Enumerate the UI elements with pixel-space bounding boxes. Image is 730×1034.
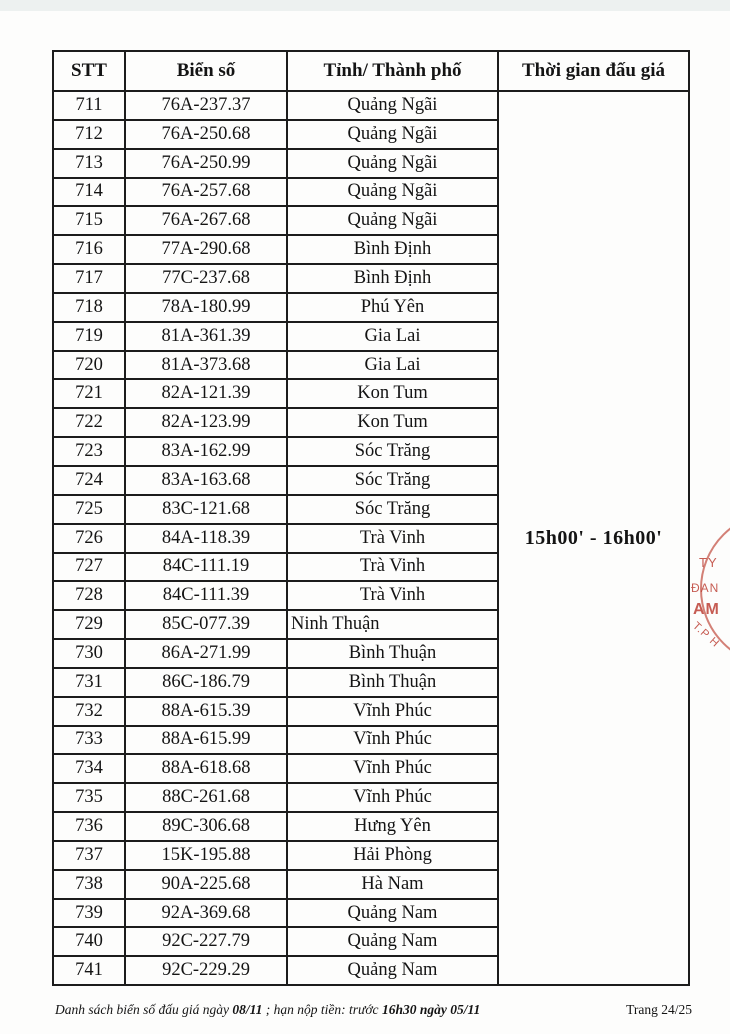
province-cell: Hưng Yên: [287, 812, 498, 841]
plate-cell: 88A-615.39: [125, 697, 287, 726]
province-cell: Quảng Ngãi: [287, 120, 498, 149]
plate-cell: 85C-077.39: [125, 610, 287, 639]
province-cell: Sóc Trăng: [287, 466, 498, 495]
footer-note: [55, 1002, 480, 1018]
stt-cell: 731: [53, 668, 125, 697]
header-stt: STT: [53, 51, 125, 91]
stamp-text-fragment: TY: [699, 555, 718, 570]
plate-cell: 88A-618.68: [125, 754, 287, 783]
stt-cell: 732: [53, 697, 125, 726]
stt-cell: 713: [53, 149, 125, 178]
province-cell: Vĩnh Phúc: [287, 726, 498, 755]
plate-cell: 90A-225.68: [125, 870, 287, 899]
province-cell: Vĩnh Phúc: [287, 783, 498, 812]
plate-cell: 81A-361.39: [125, 322, 287, 351]
stt-cell: 711: [53, 91, 125, 120]
province-cell: Gia Lai: [287, 322, 498, 351]
stt-cell: 719: [53, 322, 125, 351]
stt-cell: 739: [53, 899, 125, 928]
province-cell: Kon Tum: [287, 379, 498, 408]
footer-auction-date: 08/11: [232, 1002, 263, 1017]
province-cell: Sóc Trăng: [287, 437, 498, 466]
plate-cell: 88A-615.99: [125, 726, 287, 755]
header-province: Tỉnh/ Thành phố: [287, 51, 498, 91]
footer-note-text: Danh sách biển số đấu giá ngày: [55, 1002, 233, 1017]
plate-cell: 88C-261.68: [125, 783, 287, 812]
plate-cell: 76A-257.68: [125, 178, 287, 207]
plate-cell: 86A-271.99: [125, 639, 287, 668]
province-cell: Bình Định: [287, 235, 498, 264]
plate-cell: 77A-290.68: [125, 235, 287, 264]
stt-cell: 730: [53, 639, 125, 668]
province-cell: Hải Phòng: [287, 841, 498, 870]
plate-cell: 92C-229.29: [125, 956, 287, 985]
stt-cell: 741: [53, 956, 125, 985]
header-plate: Biển số: [125, 51, 287, 91]
stt-cell: 736: [53, 812, 125, 841]
plate-cell: 76A-250.99: [125, 149, 287, 178]
page-footer: [55, 1002, 692, 1018]
province-cell: Vĩnh Phúc: [287, 754, 498, 783]
footer-note-text: ; hạn nộp tiền: trước: [262, 1002, 382, 1017]
plate-cell: 82A-121.39: [125, 379, 287, 408]
province-cell: Bình Thuận: [287, 668, 498, 697]
footer-payment-deadline: 16h30 ngày 05/11: [381, 1002, 481, 1017]
province-cell: Quảng Ngãi: [287, 91, 498, 120]
page-number: Trang 24/25: [626, 1002, 692, 1017]
stt-cell: 725: [53, 495, 125, 524]
plate-cell: 81A-373.68: [125, 351, 287, 380]
province-cell: Quảng Nam: [287, 927, 498, 956]
stt-cell: 715: [53, 206, 125, 235]
province-cell: Quảng Nam: [287, 956, 498, 985]
stt-cell: 734: [53, 754, 125, 783]
plate-cell: 89C-306.68: [125, 812, 287, 841]
stt-cell: 735: [53, 783, 125, 812]
province-cell: Quảng Ngãi: [287, 178, 498, 207]
stt-cell: 724: [53, 466, 125, 495]
province-cell: Gia Lai: [287, 351, 498, 380]
plate-cell: 76A-267.68: [125, 206, 287, 235]
stt-cell: 722: [53, 408, 125, 437]
stt-cell: 718: [53, 293, 125, 322]
plate-cell: 84C-111.39: [125, 581, 287, 610]
stt-cell: 737: [53, 841, 125, 870]
stt-cell: 726: [53, 524, 125, 553]
plate-cell: 77C-237.68: [125, 264, 287, 293]
plate-cell: 83A-163.68: [125, 466, 287, 495]
province-cell: Quảng Ngãi: [287, 149, 498, 178]
province-cell: Phú Yên: [287, 293, 498, 322]
stt-cell: 720: [53, 351, 125, 380]
stt-cell: 712: [53, 120, 125, 149]
province-cell: Bình Thuận: [287, 639, 498, 668]
province-cell: Trà Vinh: [287, 581, 498, 610]
province-cell: Quảng Nam: [287, 899, 498, 928]
plate-cell: 15K-195.88: [125, 841, 287, 870]
plate-cell: 86C-186.79: [125, 668, 287, 697]
stt-cell: 738: [53, 870, 125, 899]
stt-cell: 733: [53, 726, 125, 755]
plate-cell: 82A-123.99: [125, 408, 287, 437]
stt-cell: 740: [53, 927, 125, 956]
plate-cell: 83C-121.68: [125, 495, 287, 524]
stamp-text-fragment: T.P H: [690, 619, 722, 651]
plate-cell: 83A-162.99: [125, 437, 287, 466]
table-row: [53, 91, 689, 120]
scan-artifact-strip: [0, 0, 730, 11]
stamp-text-fragment: AM: [693, 601, 720, 618]
plate-cell: 76A-250.68: [125, 120, 287, 149]
plate-cell: 76A-237.37: [125, 91, 287, 120]
stt-cell: 728: [53, 581, 125, 610]
stt-cell: 714: [53, 178, 125, 207]
stt-cell: 723: [53, 437, 125, 466]
stt-cell: 727: [53, 553, 125, 582]
red-seal-stamp: [688, 503, 730, 673]
stamp-text-fragment: ĐAN: [691, 581, 720, 595]
province-cell: Sóc Trăng: [287, 495, 498, 524]
stt-cell: 717: [53, 264, 125, 293]
stt-cell: 721: [53, 379, 125, 408]
plate-cell: 78A-180.99: [125, 293, 287, 322]
plate-cell: 84C-111.19: [125, 553, 287, 582]
stt-cell: 716: [53, 235, 125, 264]
province-cell: Vĩnh Phúc: [287, 697, 498, 726]
province-cell: Hà Nam: [287, 870, 498, 899]
plate-cell: 84A-118.39: [125, 524, 287, 553]
auction-plates-table: [52, 50, 690, 986]
table-body: [53, 91, 689, 985]
header-auction-time: Thời gian đấu giá: [498, 51, 689, 91]
plate-cell: 92A-369.68: [125, 899, 287, 928]
plate-cell: 92C-227.79: [125, 927, 287, 956]
auction-time-cell: 15h00' - 16h00': [498, 91, 689, 985]
province-cell: Quảng Ngãi: [287, 206, 498, 235]
province-cell: Trà Vinh: [287, 524, 498, 553]
table-header-row: [53, 51, 689, 91]
province-cell: Trà Vinh: [287, 553, 498, 582]
province-cell: Bình Định: [287, 264, 498, 293]
province-cell: Ninh Thuận: [287, 610, 498, 639]
stt-cell: 729: [53, 610, 125, 639]
province-cell: Kon Tum: [287, 408, 498, 437]
